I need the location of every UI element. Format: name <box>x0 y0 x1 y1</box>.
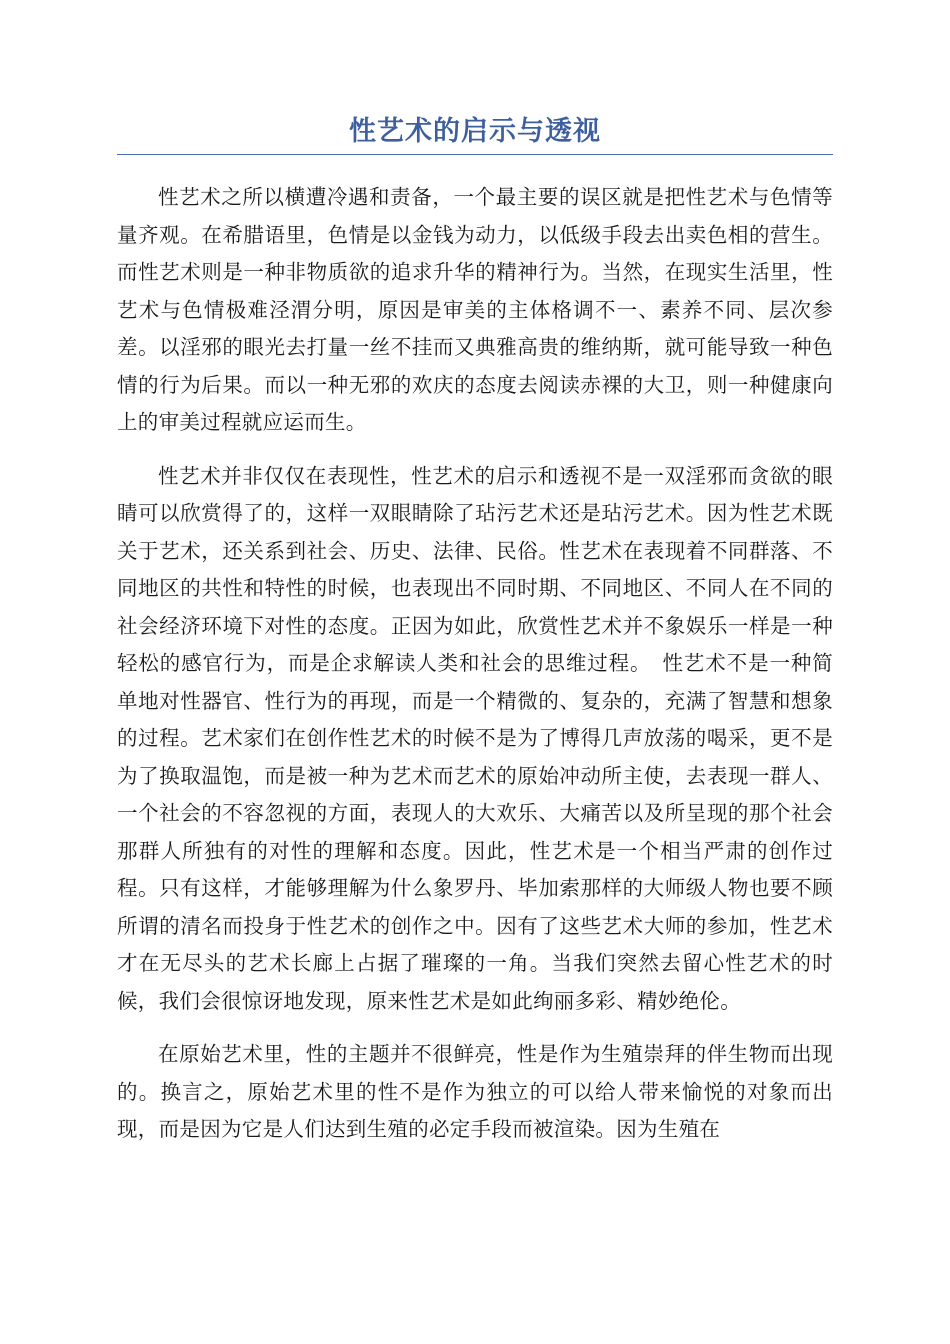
paragraph-1: 性艺术之所以横遭冷遇和责备，一个最主要的误区就是把性艺术与色情等量齐观。在希腊语里，色情是以金钱为动力，以低级手段去出卖色相的营生。而性艺术则是一种非物质欲的追求升华的精神行为。当然，在现实生活里，性艺术与色情极难泾渭分明，原因是审美的主体格调不一、素养不同、层次参差。以淫邪的眼光去打量一丝不挂而又典雅高贵的维纳斯，就可能导致一种色情的行为后果。而以一种无邪的欢庆的态度去阅读赤裸的大卫，则一种健康向上的审美过程就应运而生。 <box>117 185 833 434</box>
document-page <box>117 112 833 1165</box>
paragraph-2: 性艺术并非仅仅在表现性，性艺术的启示和透视不是一双淫邪而贪欲的眼睛可以欣赏得了的，这样一双眼睛除了玷污艺术还是玷污艺术。因为性艺术既关于艺术，还关系到社会、历史、法律、民俗。性艺术在表现着不同群落、不同地区的共性和特性的时候，也表现出不同时期、不同地区、不同人在不同的社会经济环境下对性的态度。正因为如此，欣赏性艺术并不象娱乐一样是一种轻松的感官行为，而是企求解读人类和社会的思维过程。 性艺术不是一种简单地对性器官、性行为的再现，而是一个精微的、复杂的，充满了智慧和想象的过程。艺术家们在创作性艺术的时候不是为了博得几声放荡的喝采，更不是为了换取温饱，而是被一种为艺术而艺术的原始冲动所主使，去表现一群人、一个社会的不容忽视的方面，表现人的大欢乐、大痛苦以及所呈现的那个社会那群人所独有的对性的理解和态度。因此，性艺术是一个相当严肃的创作过程。只有这样，才能够理解为什么象罗丹、毕加索那样的大师级人物也要不顾所谓的清名而投身于性艺术的创作之中。因有了这些艺术大师的参加，性艺术才在无尽头的艺术长廊上占据了璀璨的一角。当我们突然去留心性艺术的时候，我们会很惊讶地发现，原来性艺术是如此绚丽多彩、精妙绝伦。 <box>117 463 833 1013</box>
paragraph-3: 在原始艺术里，性的主题并不很鲜亮，性是作为生殖崇拜的伴生物而出现的。换言之，原始艺术里的性不是作为独立的可以给人带来愉悦的对象而出现，而是因为它是人们达到生殖的必定手段而被渲染。因为生殖在 <box>117 1042 833 1141</box>
document-title: 性艺术的启示与透视 <box>349 116 601 147</box>
title-underline <box>117 154 833 155</box>
